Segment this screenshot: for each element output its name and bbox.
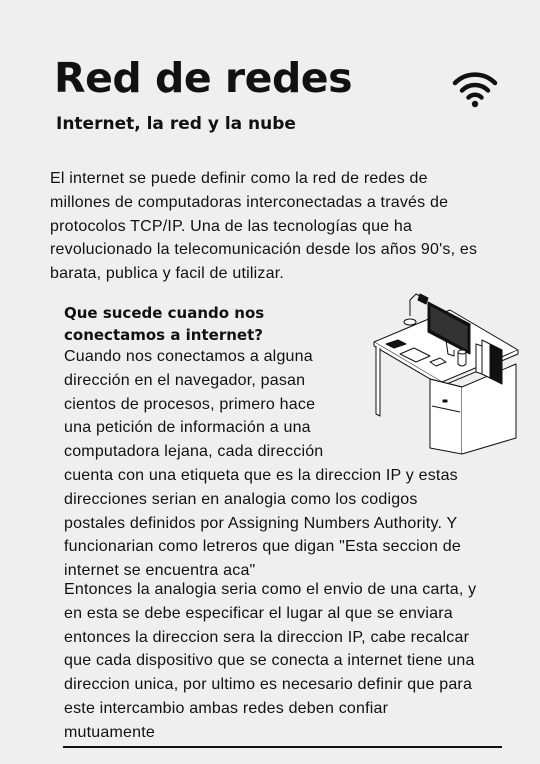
section-line: cientos de procesos, primero hace bbox=[64, 395, 316, 413]
section-line: computadora lejana, cada dirección bbox=[64, 443, 324, 461]
closing-line: entonces la direccion sera la direccion IP, cabe recalcar bbox=[64, 628, 470, 646]
section-line: internet se encuentra aca" bbox=[64, 562, 256, 580]
closing-line: este intercambio ambas redes deben confiar bbox=[64, 699, 389, 717]
intro-line: barata, publica y facil de utilizar. bbox=[50, 265, 284, 283]
intro-line: revolucionado la telecomunicación desde los años 90's, es bbox=[50, 241, 478, 259]
closing-paragraph bbox=[64, 578, 476, 745]
section-heading-line: conectamos a internet? bbox=[64, 326, 263, 344]
closing-line: direccion unica, por ultimo es necesario definir que para bbox=[64, 676, 473, 694]
page-title: Red de redes bbox=[54, 54, 353, 102]
section-line: funcionarian como letreros que digan "Esta seccion de bbox=[64, 538, 461, 556]
closing-line: que cada dispositivo que se conecta a internet tiene una bbox=[64, 652, 475, 670]
intro-paragraph bbox=[50, 167, 477, 286]
bottom-divider bbox=[63, 746, 502, 748]
section-line: cuenta con una etiqueta que es la direccion IP y estas bbox=[64, 466, 458, 484]
section-heading bbox=[64, 302, 264, 346]
section-line: Cuando nos conectamos a alguna bbox=[64, 348, 313, 365]
section-line: direcciones serian en analogia como los codigos bbox=[64, 490, 418, 508]
intro-line: protocolos TCP/IP. Una de las tecnologías que ha bbox=[50, 217, 413, 235]
intro-line: millones de computadoras interconectadas a través de bbox=[50, 193, 449, 211]
section-heading-line: Que sucede cuando nos bbox=[64, 304, 265, 322]
closing-line: en esta se debe especificar el lugar al que se enviara bbox=[64, 604, 453, 622]
page-subtitle: Internet, la red y la nube bbox=[56, 114, 296, 134]
wifi-icon bbox=[452, 70, 498, 108]
desk-computer-illustration bbox=[370, 288, 520, 460]
section-line: dirección en el navegador, pasan bbox=[64, 371, 306, 389]
intro-line: El internet se puede definir como la red de redes de bbox=[50, 170, 428, 187]
closing-line: Entonces la analogia seria como el envio de una carta, y bbox=[64, 581, 477, 598]
section-line: una petición de información a una bbox=[64, 419, 311, 437]
section-line: postales definidos por Assigning Numbers Authority. Y bbox=[64, 514, 458, 532]
closing-line: mutuamente bbox=[64, 723, 155, 741]
